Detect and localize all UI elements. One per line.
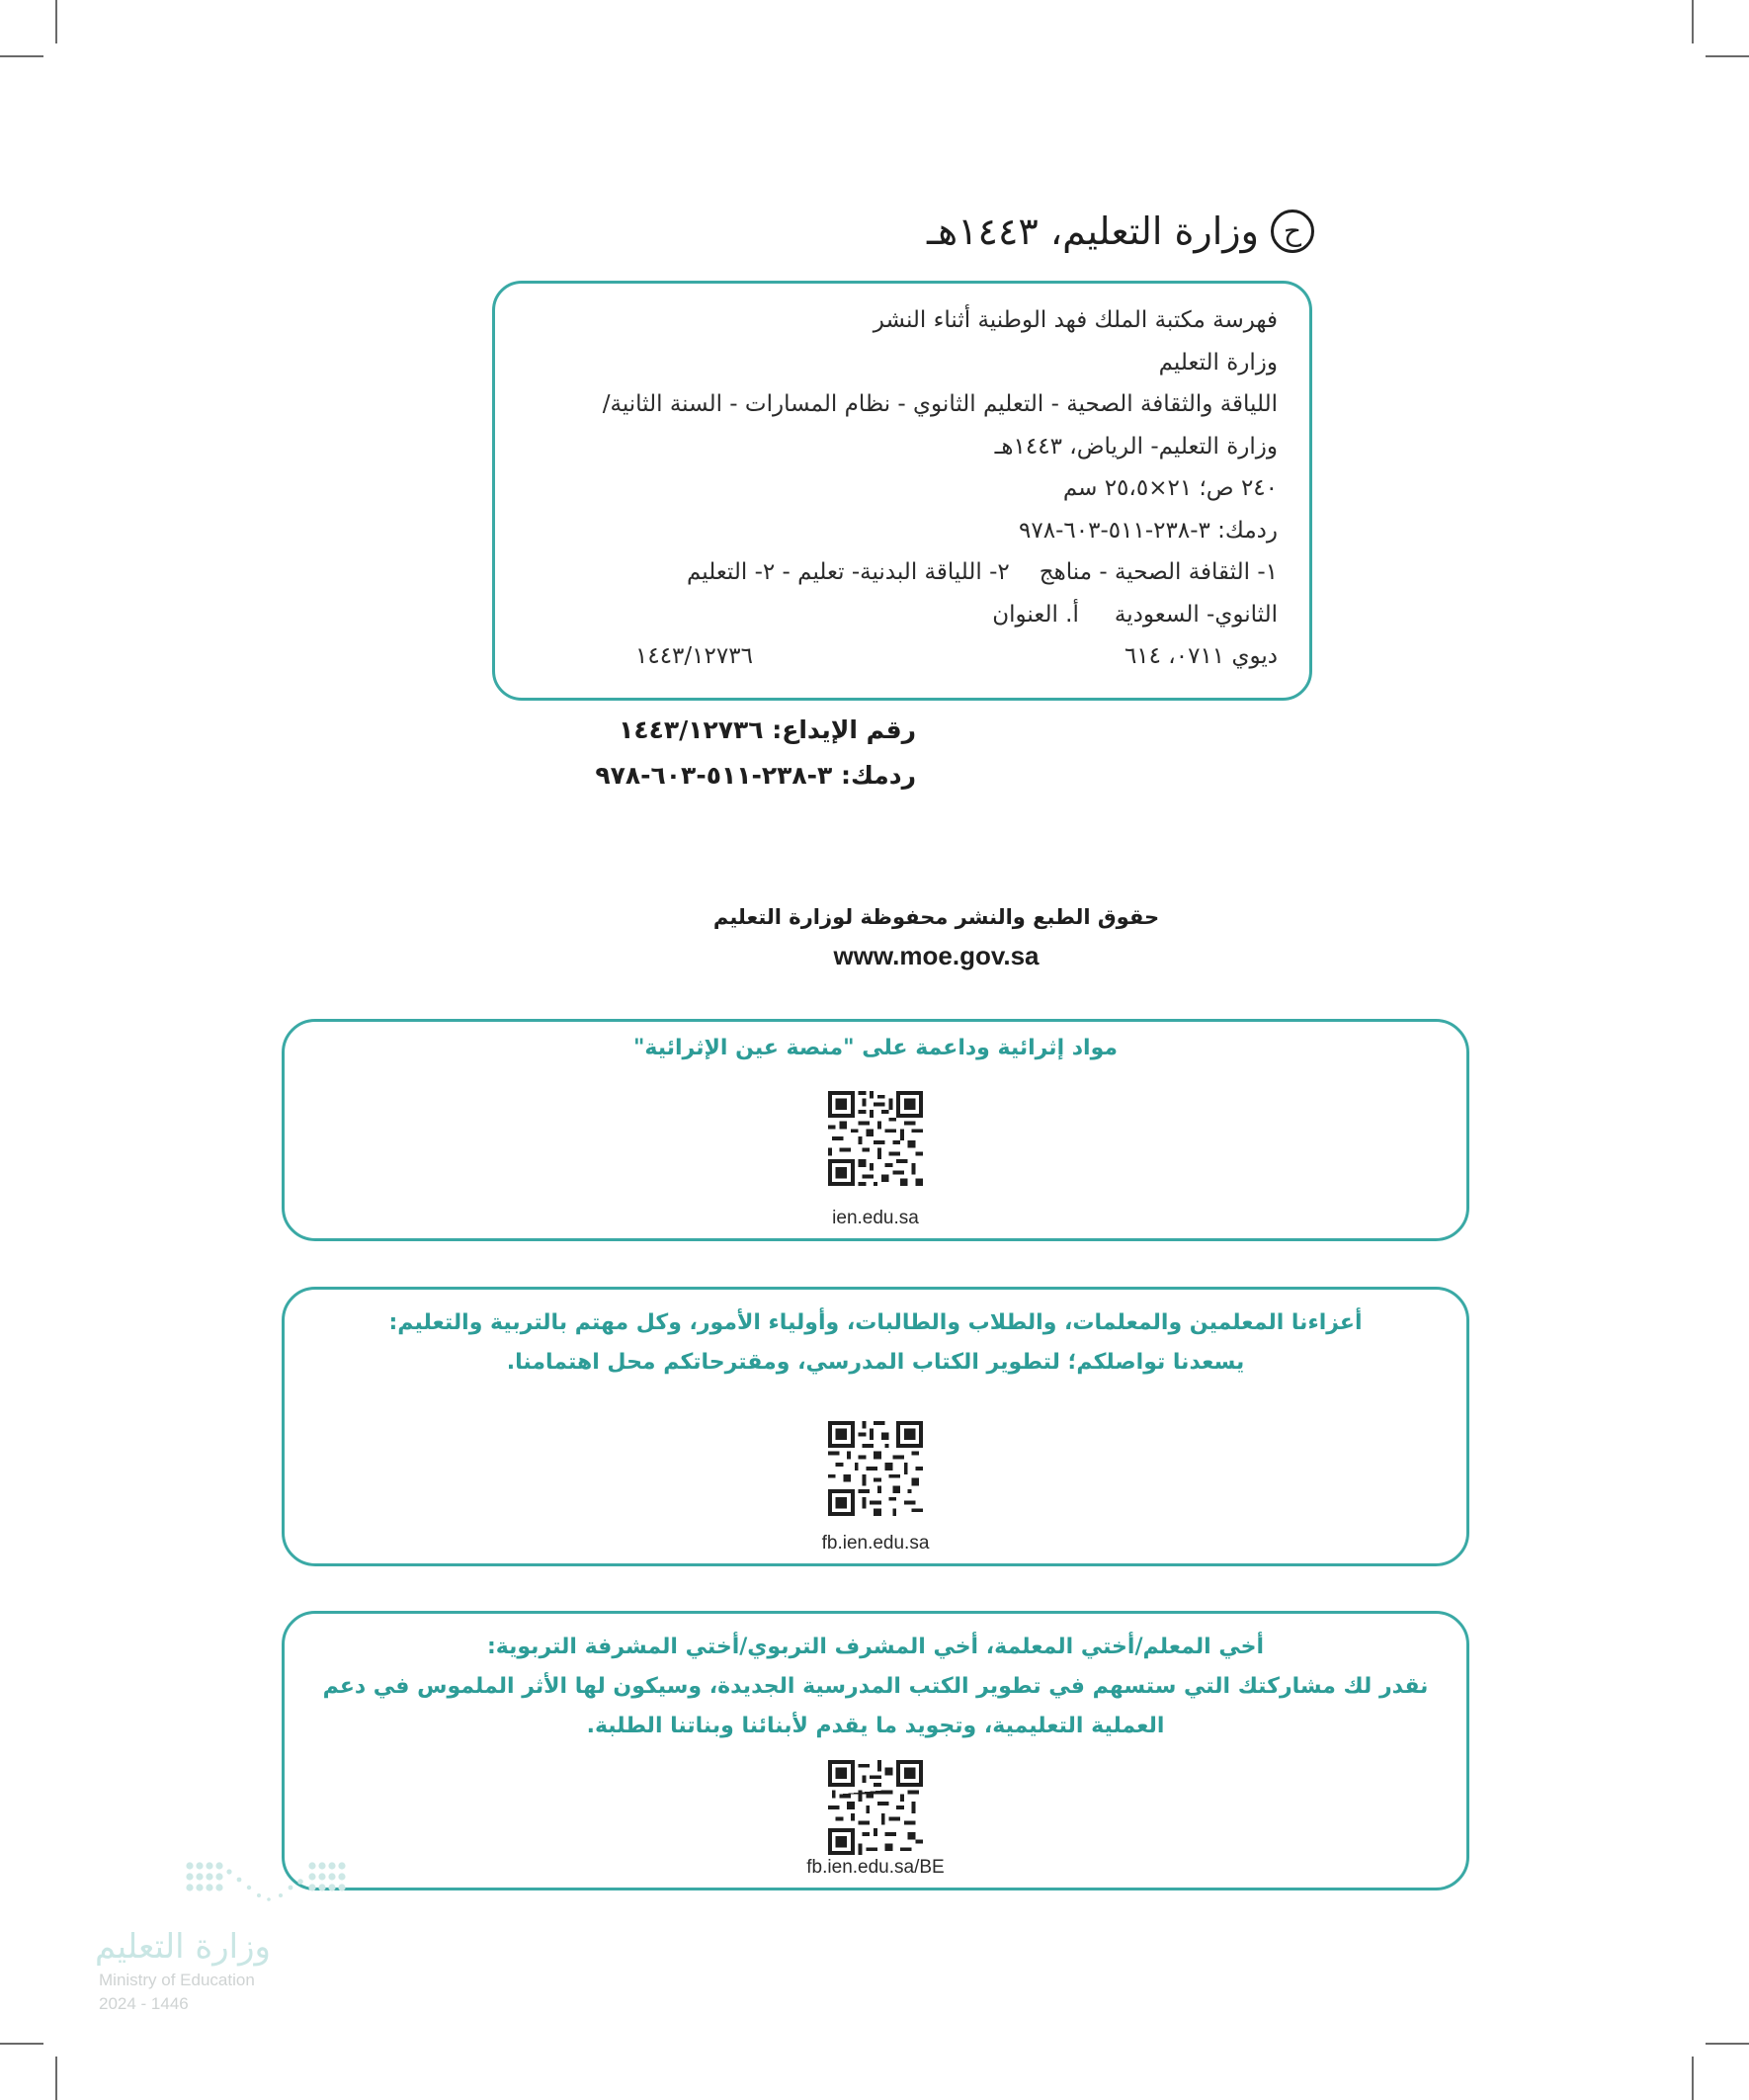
supervisor-line-1: أخي المعلم/أختي المعلمة، أخي المشرف التربوي/أختي المشرفة التربوية: [486,1635,1265,1659]
catalog-deposit: ١٤٤٣/١٢٧٣٦ [635,643,753,669]
supervisor-panel [282,1611,1469,1890]
copyright-text: وزارة التعليم، ١٤٤٣هـ [926,210,1259,253]
supervisor-line-3: العملية التعليمية، وتجويد ما يقدم لأبنائنا وبناتنا الطلبة. [586,1714,1165,1738]
feedback-line-2: يسعدنا تواصلكم؛ لتطوير الكتاب المدرسي، ومقترحاتكم محل اهتمامنا. [506,1350,1245,1375]
catalog-subject-4: أ. العنوان [992,601,1079,628]
ien-platform-panel [282,1019,1469,1241]
moe-arabic-name: وزارة التعليم [95,1927,271,1967]
rights-statement: حقوق الطبع والنشر محفوظة لوزارة التعليم [712,905,1160,929]
catalog-pages: ٢٤٠ ص؛ ٢١×٢٥،٥ سم [1062,475,1278,501]
ien-url[interactable]: ien.edu.sa [832,1208,919,1228]
feedback-url[interactable]: fb.ien.edu.sa [821,1533,930,1554]
catalog-subject-1: ١- الثقافة الصحية - مناهج [1039,559,1278,585]
catalog-isbn: ردمك: ٣-٢٣٨-٥١١-٦٠٣-٩٧٨ [1019,517,1278,544]
copyright-circle-icon: ح [1271,210,1314,253]
deposit-number: رقم الإيداع: ١٤٤٣/١٢٧٣٦ [619,715,916,744]
supervisor-url[interactable]: fb.ien.edu.sa/BE [806,1857,945,1878]
catalog-subject-2: ٢- اللياقة البدنية- تعليم - ٢- التعليم [686,559,1010,585]
moe-website-link[interactable]: www.moe.gov.sa [833,941,1040,970]
feedback-line-1: أعزاءنا المعلمين والمعلمات، والطلاب والطالبات، وأولياء الأمور، وكل مهتم بالتربية والتعليم: [388,1310,1363,1335]
catalog-author: وزارة التعليم [1158,349,1278,376]
catalog-dewey: ديوي ٠٧١١، ٦١٤ [1124,643,1278,669]
qr-code-icon[interactable] [824,1417,927,1520]
crop-mark [1706,2043,1749,2045]
catalog-heading: فهرسة مكتبة الملك فهد الوطنية أثناء النشر [873,307,1278,333]
qr-code-icon[interactable] [824,1756,927,1859]
catalog-publisher: وزارة التعليم- الرياض، ١٤٤٣هـ [994,433,1278,460]
moe-english-name: Ministry of Education [99,1971,255,1989]
copyright-line [927,210,1314,253]
catalog-dewey-row [527,635,1278,678]
catalog-subject-3: الثانوي- السعودية [1114,601,1278,628]
feedback-panel [282,1287,1469,1566]
crop-mark [1692,0,1694,43]
crop-mark [1692,2057,1694,2100]
cataloging-box [492,281,1312,701]
crop-mark [0,55,43,57]
qr-code-icon[interactable] [824,1087,927,1190]
moe-year: 2024 - 1446 [99,1994,189,2013]
ien-panel-title: مواد إثرائية وداعمة على "منصة عين الإثرائية" [632,1036,1119,1060]
catalog-subjects-row [527,551,1278,594]
crop-mark [55,0,57,43]
moe-logo-dots-icon [95,1860,352,1919]
catalog-subjects-row-2 [527,594,1278,636]
catalog-title: اللياقة والثقافة الصحية - التعليم الثانوي - نظام المسارات - السنة الثانية/ [602,391,1278,417]
crop-mark [0,2043,43,2045]
supervisor-line-2: نقدر لك مشاركتك التي ستسهم في تطوير الكتب المدرسية الجديدة، وسيكون لها الأثر الملموس في دعم [322,1674,1429,1699]
crop-mark [1706,55,1749,57]
isbn-number: ردمك: ٣-٢٣٨-٥١١-٦٠٣-٩٧٨ [595,761,916,790]
crop-mark [55,2057,57,2100]
